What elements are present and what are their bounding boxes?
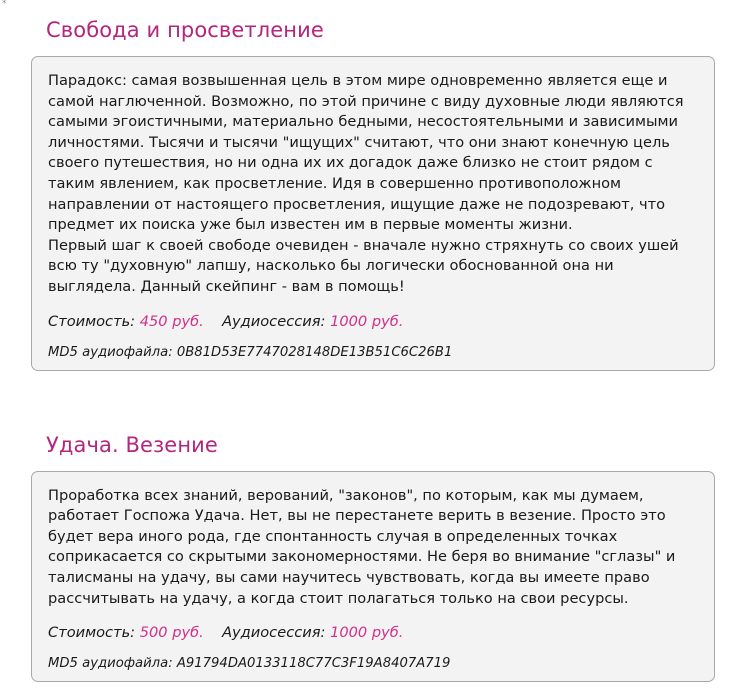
md5-line: [48, 656, 698, 671]
card-body: [48, 486, 698, 610]
audio-value: 1000 руб.: [330, 624, 404, 642]
price-label: Стоимость:: [48, 624, 136, 642]
paragraph: Парадокс: самая возвышенная цель в этом мире одновременно является еще и самой наглюченной. Возможно, по этой причине с виду духовные люди являются самыми эгоистичными, материально бедными, несостоятельными и зависимыми личностями. Тысячи и тысячи "ищущих" считают, что они знают конечную цель своего путешествия, но ни одна их их догадок даже близко не стоит рядом с таким явлением, как просветление. Идя в совершенно противоположном направлении от настоящего просветления, ищущие даже не подозревают, что предмет их поиска уже был известен им в первые моменты жизни.: [48, 72, 684, 234]
section-spacer: [0, 371, 736, 413]
section-title: Свобода и просветление: [46, 18, 324, 42]
price-line: [48, 623, 698, 643]
audio-value: 1000 руб.: [330, 312, 404, 330]
section-title: Удача. Везение: [46, 432, 218, 457]
corner-mark: *: [2, 0, 7, 9]
audio-label: Аудиосессия:: [222, 624, 326, 642]
md5-hash: 0B81D53E7747028148DE13B51C6C26B1: [176, 344, 453, 360]
price-value: 500 руб.: [139, 624, 204, 642]
md5-hash: A91794DA0133118C77C3F19A8407A719: [176, 656, 451, 672]
paragraph: Проработка всех знаний, верований, "законов", по которым, как мы думаем, работает Госпожа Удача. Нет, вы не перестанете верить в везение. Просто это будет вера иного рода, где спонтанность случая в определенных точках соприкасается со скрытыми закономерностями. Не беря во внимание "сглазы" и талисманы на удачу, вы сами научитесь чувствовать, когда вы имеете право рассчитывать на удачу, а когда стоит полагаться только на свои ресурсы.: [48, 486, 676, 607]
audio-label: Аудиосессия:: [222, 312, 326, 330]
md5-line: [48, 345, 698, 360]
card-body: [48, 71, 698, 298]
price-line: [48, 312, 698, 332]
price-value: 450 руб.: [139, 312, 204, 330]
section-card: [31, 471, 715, 683]
md5-label: MD5 аудиофайла:: [48, 656, 173, 672]
section-luck: [0, 413, 736, 683]
price-label: Стоимость:: [48, 312, 136, 330]
section-card: [31, 56, 715, 371]
md5-label: MD5 аудиофайла:: [48, 344, 173, 360]
paragraph: Первый шаг к своей свободе очевиден - вначале нужно стряхнуть со своих ушей всю ту "духовную" лапшу, насколько бы логически обоснованной она ни выглядела. Данный скейпинг - вам в помощь!: [48, 236, 679, 295]
